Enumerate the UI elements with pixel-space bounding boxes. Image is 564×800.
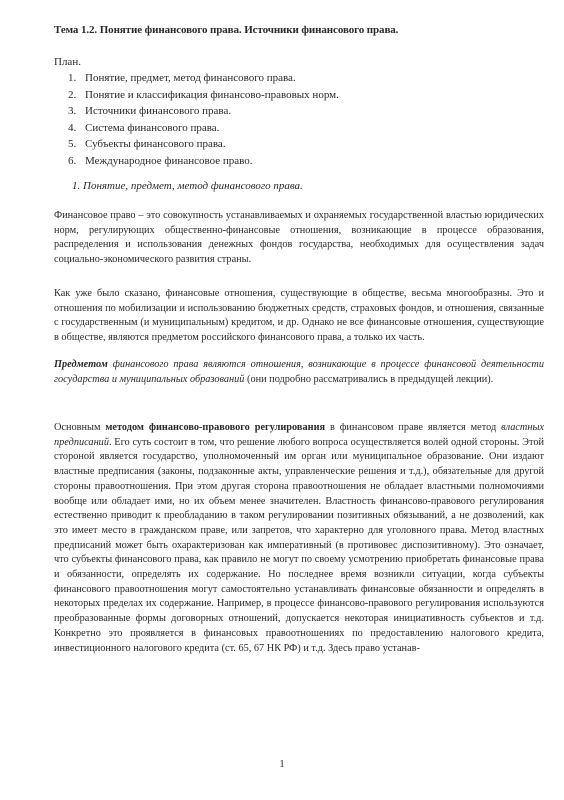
paragraph-definition: Финансовое право – это совокупность устанавливаемых и охраняемых государственной властью юридических норм, регулирующих общественно-финансовые отношения, возникающие в процессе образования, распределения и использования денежных фондов государства, необходимых для осуществления задач социально-экономического развития страны. [54, 210, 544, 266]
plan-item: 2. Понятие и классификация финансово-правовых норм. [68, 88, 339, 101]
plan-item: 1. Понятие, предмет, метод финансового права. [68, 72, 296, 84]
subject-note: (они подробно рассматривались в предыдущей лекции). [244, 373, 494, 385]
topic-title: Тема 1.2. Понятие финансового права. Источники финансового права. [54, 24, 399, 36]
term-subject: Предметом [54, 359, 108, 370]
page-number: 1 [279, 758, 285, 770]
paragraph-method [54, 421, 544, 656]
plan-label: План. [54, 56, 81, 68]
paragraph-subject [54, 358, 544, 387]
method-intro: Основным [54, 422, 106, 433]
plan-item: 5. Субъекты финансового права. [68, 138, 226, 151]
plan-item: 3. Источники финансового права. [68, 105, 232, 118]
paragraph-relations: Как уже было сказано, финансовые отношения, существующие в обществе, весьма многообразны. Это и отношения по мобилизации и использованию бюджетных средств, страховых фондов, и отношения, связанные с государственным (и муниципальным) кредитом, и др. Однако не все финансовые отношения, существующие в обществе, являются предметом российского финансового права, а только их часть. [54, 288, 544, 344]
term-method: методом финансово-правового регулирования [105, 422, 326, 433]
plan-list [68, 70, 508, 170]
method-mid: в финансовом праве является метод [325, 422, 502, 433]
subject-definition: финансового права являются отношения, возникающие в процессе финансовой деятельности государства и муниципальных образований [54, 359, 544, 385]
term-authoritative-prescriptions: властных предписаний [54, 422, 545, 448]
section-subheading: 1. Понятие, предмет, метод финансового права. [72, 180, 303, 192]
method-body: . Его суть состоит в том, что решение любого вопроса осуществляется волей одной стороны. Этой стороной является государство, уполномоченный им орган или муниципальное образование. Они издают властные предписания (законы, подзаконные акты, управленческие решения и т.д.), обязательные для другой стороны правоотношения. При этом другая сторона правоотношения не обладает властными полномочиями вообще или обладает ими, но их объем менее значителен. Властность финансово-правового регулирования естественно приводит к преобладанию в таком регулировании позитивных обязываний, а не дозволений, как это имеет место в гражданском праве, или запретов, что характерно для уголовного права. Метод властных предписаний может быть охарактеризован как императивный (в противовес диспозитивному). Это означает, что субъекты финансового права, как правило не могут по своему усмотрению приобретать финансовые права и обязанности, определять их содержание. Но последнее время возникли ситуации, когда субъекты финансового правоотношения могут самостоятельно устанавливать финансовые обязанности и определять в некоторых пределах их содержание. Например, в процессе финансово-правового регулирования используются преобразованные формы договорных отношений, допускается некоторая инициативность субъектов и т.д. Конкретно это проявляется в финансовых правоотношениях по предоставлению налогового кредита, инвестиционного налогового кредита (ст. 65, 67 НК РФ) и т.д. Здесь право устанав- [54, 436, 544, 654]
plan-item: 6. Международное финансовое право. [68, 154, 253, 167]
plan-item: 4. Система финансового права. [68, 121, 220, 134]
